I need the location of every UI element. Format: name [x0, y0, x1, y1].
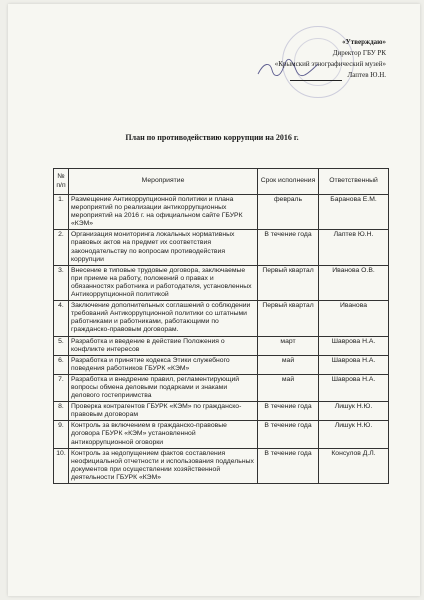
row-event: Контроль за включением в гражданско-правовые договора ГБУРК «КЭМ» установленной антикоррупционной оговорки: [69, 421, 258, 448]
table-row: [54, 355, 389, 374]
row-term: Первый квартал: [258, 301, 319, 336]
row-term: Первый квартал: [258, 265, 319, 300]
table-row: [54, 301, 389, 336]
row-event: Контроль за недопущением фактов составления неофициальной отчетности и использования поддельных документов при осуществлении хозяйственной деятельности ГБУРК «КЭМ»: [69, 448, 258, 483]
anticorruption-plan-table: [53, 168, 389, 484]
row-event: Проверка контрагентов ГБУРК «КЭМ» по гражданско-правовым договорам: [69, 402, 258, 421]
row-num: 7.: [54, 374, 69, 401]
approval-signatory-line: [275, 70, 386, 81]
row-term: май: [258, 355, 319, 374]
row-num: 10.: [54, 448, 69, 483]
table-row: [54, 448, 389, 483]
row-responsible: Лишук Н.Ю.: [319, 402, 389, 421]
row-event: Разработка и принятие кодекса Этики служебного поведения работников ГБУРК «КЭМ»: [69, 355, 258, 374]
header-responsible: Ответственный: [319, 169, 389, 195]
table-row: [54, 265, 389, 300]
row-event: Разработка и внедрение правил, регламентирующий вопросы обмена деловыми подарками и знаками делового гостеприимства: [69, 374, 258, 401]
header-term: Срок исполнения: [258, 169, 319, 195]
row-num: 1.: [54, 195, 69, 230]
row-responsible: Шаврова Н.А.: [319, 374, 389, 401]
approval-position: Директор ГБУ РК: [332, 49, 386, 57]
row-term: В течение года: [258, 230, 319, 265]
table-row: [54, 195, 389, 230]
row-term: В течение года: [258, 402, 319, 421]
row-event: Разработка и введение в действие Положения о конфликте интересов: [69, 336, 258, 355]
row-num: 8.: [54, 402, 69, 421]
row-responsible: Шаврова Н.А.: [319, 355, 389, 374]
row-term: В течение года: [258, 421, 319, 448]
row-term: февраль: [258, 195, 319, 230]
row-responsible: Лишук Н.Ю.: [319, 421, 389, 448]
row-responsible: Шаврова Н.А.: [319, 336, 389, 355]
table-row: [54, 374, 389, 401]
row-responsible: Консулов Д.Л.: [319, 448, 389, 483]
header-event: Мероприятие: [69, 169, 258, 195]
row-term: май: [258, 374, 319, 401]
table-row: [54, 230, 389, 265]
table-row: [54, 421, 389, 448]
row-event: Заключение дополнительных соглашений о соблюдении требований Антикоррупционной политики со штатными работниками и работниками, работающими по гражданско-правовым договорам.: [69, 301, 258, 336]
row-num: 6.: [54, 355, 69, 374]
approval-block: [275, 37, 386, 81]
row-event: Размещение Антикоррупционной политики и плана мероприятий по реализации антикоррупционных мероприятий на 2016 г. на официальном сайте ГБУРК «КЭМ»: [69, 195, 258, 230]
table-row: [54, 402, 389, 421]
row-term: В течение года: [258, 448, 319, 483]
row-responsible: Иванова О.В.: [319, 265, 389, 300]
approval-signatory: Лаптев Ю.Н.: [347, 71, 386, 79]
header-num: № п/п: [54, 169, 69, 195]
row-num: 9.: [54, 421, 69, 448]
row-event: Внесение в типовые трудовые договора, заключаемые при приеме на работу, положений о правах и обязанностях работника и работодателя, установленных Антикоррупционной политикой: [69, 265, 258, 300]
row-num: 5.: [54, 336, 69, 355]
row-num: 3.: [54, 265, 69, 300]
row-responsible: Иванова: [319, 301, 389, 336]
document-title: План по противодействию коррупции на 2016 г.: [125, 133, 299, 142]
approval-institution: «Крымский этнографический музей»: [274, 60, 386, 68]
row-term: март: [258, 336, 319, 355]
row-num: 2.: [54, 230, 69, 265]
table-header-row: [54, 169, 389, 195]
approval-title: «Утверждаю»: [342, 38, 386, 46]
signature-line: [290, 73, 342, 81]
row-event: Организация мониторинга локальных нормативных правовых актов на предмет их соответствия законодательству по вопросам противодействия коррупции: [69, 230, 258, 265]
row-responsible: Баранова Е.М.: [319, 195, 389, 230]
row-num: 4.: [54, 301, 69, 336]
table-row: [54, 336, 389, 355]
row-responsible: Лаптев Ю.Н.: [319, 230, 389, 265]
